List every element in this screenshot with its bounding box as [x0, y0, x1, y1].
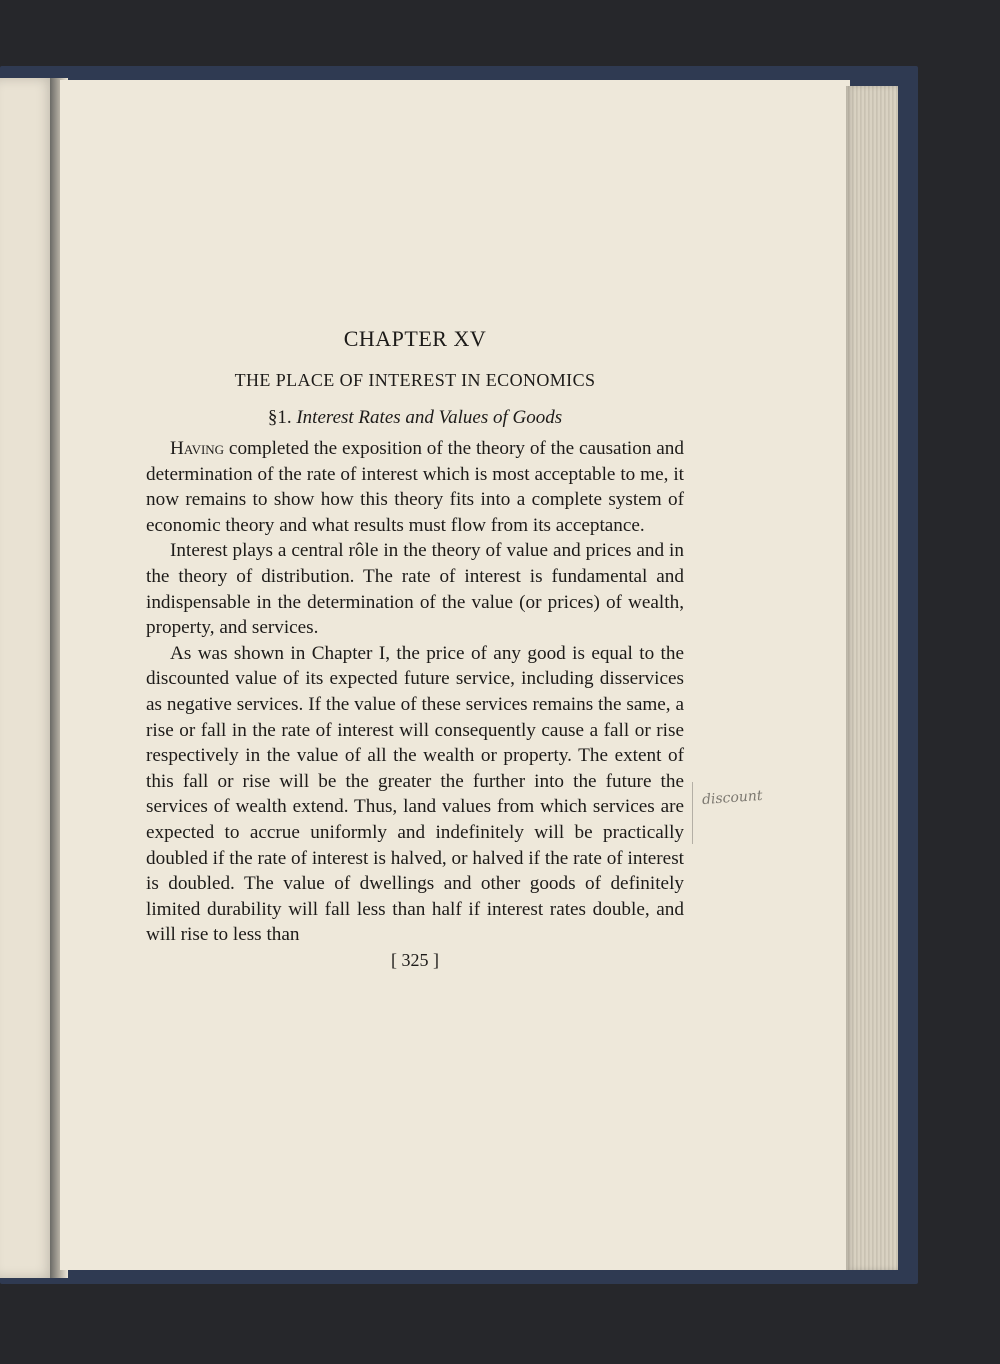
margin-bracket [692, 782, 697, 844]
paragraph-1-body: completed the exposition of the theory of the causation and determination of the rate of interest which is most acceptable to me, it now remains to show how this theory fits into a complete system of economic theory and what results must flow from its acceptance. [146, 438, 684, 536]
page-number: [ 325 ] [391, 949, 439, 970]
page-text [146, 326, 684, 971]
paragraph-1 [146, 436, 684, 538]
section-number: §1. [267, 407, 292, 428]
paragraph-2: Interest plays a central rôle in the theory of value and prices and in the theory of distribution. The rate of interest is fundamental and indispensable in the determination of the value (or prices) of wealth, property, and services. [146, 540, 684, 639]
chapter-title: CHAPTER XV [343, 326, 487, 351]
margin-note: discount [701, 787, 764, 809]
paragraph-1-lead: Having [170, 438, 225, 459]
page-edges [846, 86, 898, 1270]
section-heading [146, 407, 684, 429]
paragraph-3: As was shown in Chapter I, the price of any good is equal to the discounted value of its expected future service, including disservices as negative services. If the value of these services remains the same, a rise or fall in the rate of interest will consequently cause a fall or rise respectively in the value of all the wealth or property. The extent of this fall or rise will be the greater the further into the future the services of wealth extend. Thus, land values from which services are expected to accrue uniformly and indefinitely will be practically doubled if the rate of interest is halved, or halved if the rate of interest is doubled. The value of dwellings and other goods of definitely limited durability will fall less than half if interest rates double, and will rise to less than [146, 642, 684, 946]
left-page [0, 78, 56, 1278]
section-title: Interest Rates and Values of Goods [296, 407, 563, 428]
chapter-subtitle: THE PLACE OF INTEREST IN ECONOMICS [234, 370, 596, 390]
